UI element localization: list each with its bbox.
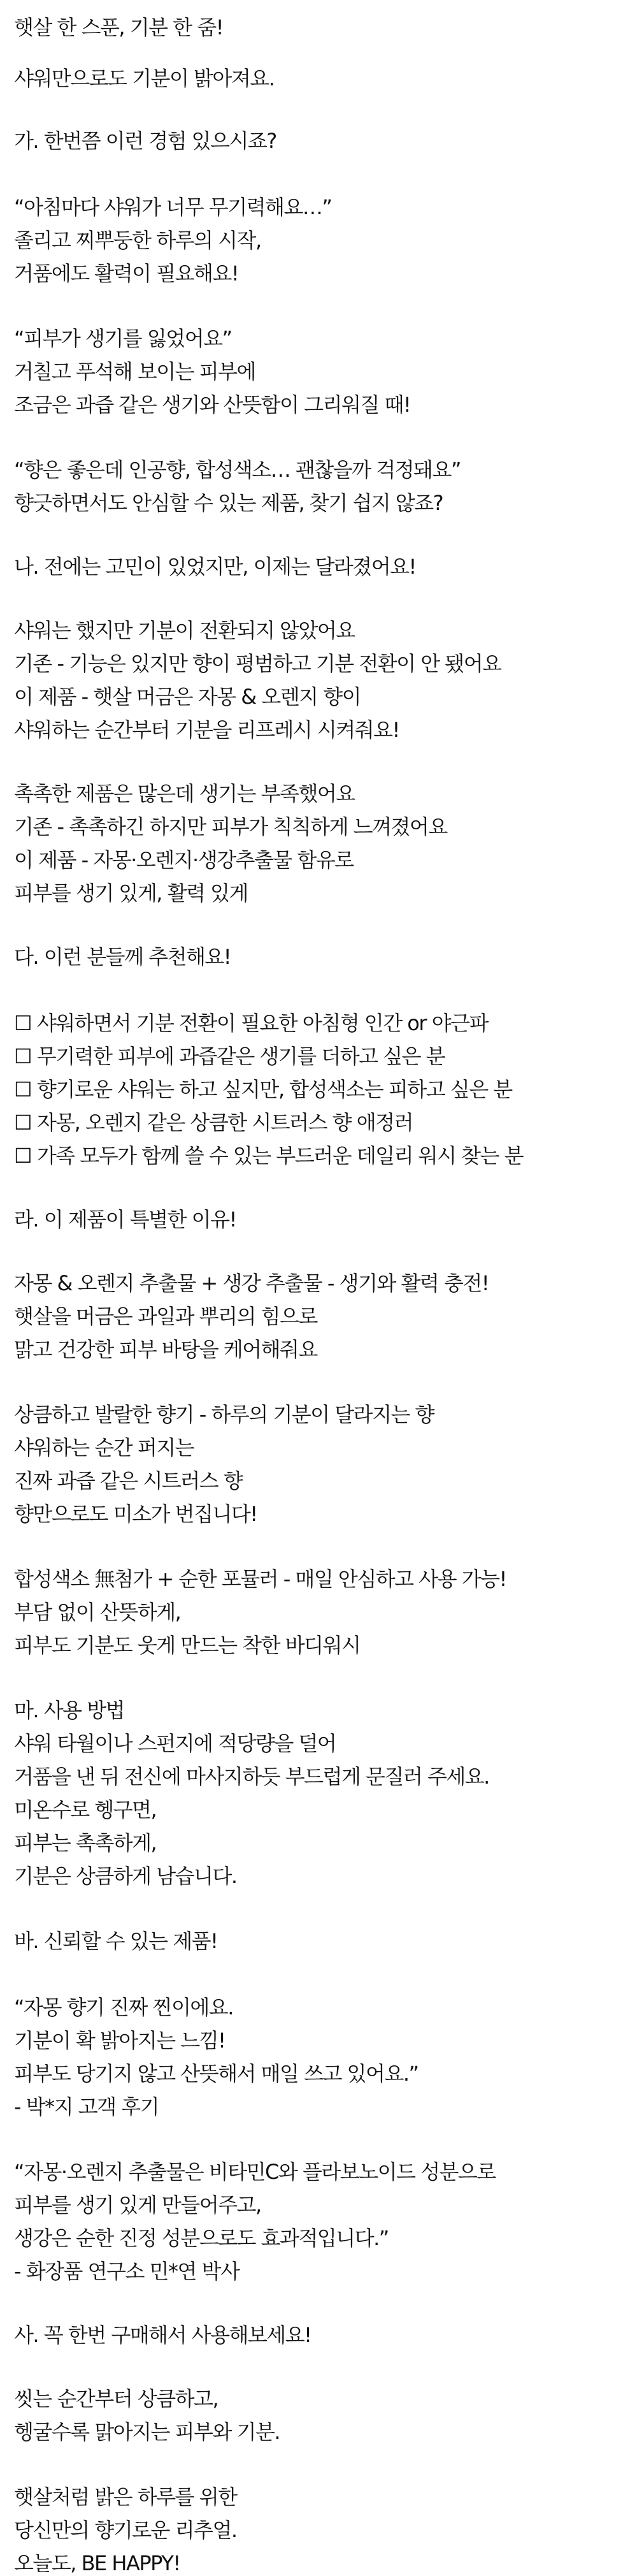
na-item-2-after-2: 피부를 생기 있게, 활력 있게	[14, 881, 248, 905]
ra-point-1-text-2: 맑고 건강한 피부 바탕을 케어해줘요	[14, 1337, 317, 1362]
ra-point-3-title: 합성색소 無첨가 + 순한 포뮬러 - 매일 안심하고 사용 가능!	[14, 1567, 506, 1591]
ga-text-3: 거칠고 푸석해 보이는 피부에	[14, 360, 255, 384]
final-slogan: 오늘도, BE HAPPY!	[14, 2551, 180, 2575]
ra-point-1-title: 자몽 & 오렌지 추출물 + 생강 추출물 - 생기와 활력 충전!	[14, 1271, 489, 1295]
ga-text-1: 졸리고 찌뿌둥한 하루의 시작,	[14, 228, 261, 252]
review-quote-1: “자몽 향기 진짜 찐이에요.	[14, 1995, 233, 2019]
review-quote-2: 기분이 확 밝아지는 느낌!	[14, 2028, 225, 2053]
ga-text-5: 향긋하면서도 안심할 수 있는 제품, 찾기 쉽지 않죠?	[14, 491, 443, 515]
ra-point-3-text-2: 피부도 기분도 웃게 만드는 착한 바디워시	[14, 1633, 361, 1657]
ra-point-3-text-1: 부담 없이 산뜻하게,	[14, 1600, 181, 1624]
ra-point-2-title: 상큼하고 발랄한 향기 - 하루의 기분이 달라지는 향	[14, 1402, 434, 1427]
checklist-item-1: ☐ 샤워하면서 기분 전환이 필요한 아침형 인간 or 야근파	[14, 1011, 488, 1035]
ga-quote-3: “향은 좋은데 인공향, 합성색소… 괜찮을까 걱정돼요”	[14, 458, 461, 482]
ga-quote-1: “아침마다 샤워가 너무 무기력해요…”	[14, 195, 332, 219]
expert-author: - 화장품 연구소 민*연 박사	[14, 2259, 240, 2283]
usage-step-5: 기분은 상큼하게 남습니다.	[14, 1864, 237, 1888]
section-ma-heading: 마. 사용 방법	[14, 1698, 125, 1722]
review-quote-3: 피부도 당기지 않고 산뜻해서 매일 쓰고 있어요.”	[14, 2062, 419, 2086]
na-item-1-after-2: 샤워하는 순간부터 기분을 리프레시 시켜줘요!	[14, 718, 399, 742]
expert-quote-1: “자몽·오렌지 추출물은 비타민C와 플라보노이드 성분으로	[14, 2160, 496, 2184]
na-item-1-title: 샤워는 했지만 기분이 전환되지 않았어요	[14, 618, 355, 643]
section-ga-heading: 가. 한번쯤 이런 경험 있으시죠?	[14, 129, 276, 153]
closing-line-2: 헹굴수록 맑아지는 피부와 기분.	[14, 2420, 280, 2444]
ra-point-2-text-3: 향만으로도 미소가 번집니다!	[14, 1502, 257, 1526]
headline-line-1: 햇살 한 스푼, 기분 한 줌!	[14, 15, 224, 40]
ga-text-4: 조금은 과즙 같은 생기와 산뜻함이 그리워질 때!	[14, 393, 411, 417]
usage-step-4: 피부는 촉촉하게,	[14, 1831, 157, 1855]
na-item-2-title: 촉촉한 제품은 많은데 생기는 부족했어요	[14, 782, 355, 806]
checklist-item-5: ☐ 가족 모두가 함께 쓸 수 있는 부드러운 데일리 워시 찾는 분	[14, 1144, 524, 1168]
expert-quote-3: 생강은 순한 진정 성분으로도 효과적입니다.”	[14, 2226, 389, 2250]
closing-line-4: 당신만의 향기로운 리추얼.	[14, 2518, 237, 2542]
closing-line-1: 씻는 순간부터 상큼하고,	[14, 2387, 218, 2411]
usage-step-3: 미온수로 헹구면,	[14, 1798, 157, 1822]
na-item-1-before: 기존 - 기능은 있지만 향이 평범하고 기분 전환이 안 됐어요	[14, 651, 501, 676]
checklist-item-2: ☐ 무기력한 피부에 과즙같은 생기를 더하고 싶은 분	[14, 1044, 445, 1068]
checklist-item-4: ☐ 자몽, 오렌지 같은 상큼한 시트러스 향 애정러	[14, 1110, 413, 1135]
usage-step-1: 샤워 타월이나 스펀지에 적당량을 덜어	[14, 1731, 336, 1756]
na-item-1-after: 이 제품 - 햇살 머금은 자몽 & 오렌지 향이	[14, 685, 361, 709]
section-sa-heading: 사. 꼭 한번 구매해서 사용해보세요!	[14, 2323, 311, 2347]
section-ra-heading: 라. 이 제품이 특별한 이유!	[14, 1207, 236, 1232]
review-author: - 박*지 고객 후기	[14, 2095, 159, 2119]
ra-point-2-text-1: 샤워하는 순간 퍼지는	[14, 1436, 194, 1460]
ra-point-1-text-1: 햇살을 머금은 과일과 뿌리의 힘으로	[14, 1304, 317, 1328]
checklist-item-3: ☐ 향기로운 샤워는 하고 싶지만, 합성색소는 피하고 싶은 분	[14, 1077, 512, 1102]
ga-text-2: 거품에도 활력이 필요해요!	[14, 261, 239, 286]
ra-point-2-text-2: 진짜 과즙 같은 시트러스 향	[14, 1469, 243, 1493]
section-na-heading: 나. 전에는 고민이 있었지만, 이제는 달라졌어요!	[14, 555, 416, 579]
expert-quote-2: 피부를 생기 있게 만들어주고,	[14, 2193, 261, 2217]
section-da-heading: 다. 이런 분들께 추천해요!	[14, 945, 231, 969]
ga-quote-2: “피부가 생기를 잃었어요”	[14, 326, 232, 351]
na-item-2-before: 기존 - 촉촉하긴 하지만 피부가 칙칙하게 느껴졌어요	[14, 815, 447, 839]
na-item-2-after: 이 제품 - 자몽·오렌지·생강추출물 함유로	[14, 848, 354, 872]
section-ba-heading: 바. 신뢰할 수 있는 제품!	[14, 1929, 218, 1953]
headline-line-2: 샤워만으로도 기분이 밝아져요.	[14, 66, 275, 91]
closing-line-3: 햇살처럼 밝은 하루를 위한	[14, 2485, 237, 2509]
usage-step-2: 거품을 낸 뒤 전신에 마사지하듯 부드럽게 문질러 주세요.	[14, 1765, 489, 1789]
